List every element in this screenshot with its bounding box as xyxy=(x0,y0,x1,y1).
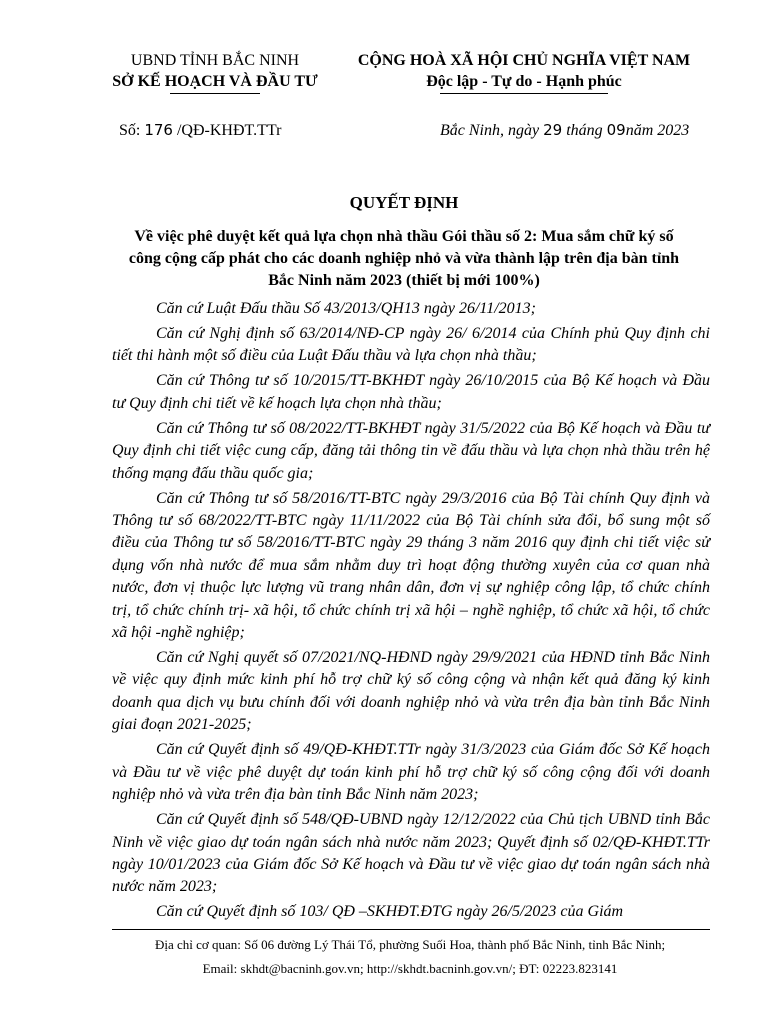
date-middle: tháng xyxy=(562,122,607,139)
document-body xyxy=(112,298,710,926)
docnum-handwritten: 176 xyxy=(144,121,173,139)
legal-basis-paragraph: Căn cứ Thông tư số 08/2022/TT-BKHĐT ngày 31/5/2022 của Bộ Kế hoạch và Đầu tư Quy định chi tiết việc cung cấp, đăng tải thông tin về đấu thầu và lựa chọn nhà thầu trên hệ thống mạng đấu thầu quốc gia; xyxy=(112,419,710,482)
document-title: QUYẾT ĐỊNH xyxy=(349,193,459,212)
legal-basis-paragraph: Căn cứ Quyết định số 103/ QĐ –SKHĐT.ĐTG ngày 26/5/2023 của Giám xyxy=(156,903,624,921)
legal-basis-paragraph: Căn cứ Thông tư số 10/2015/TT-BKHĐT ngày 26/10/2015 của Bộ Kế hoạch và Đầu tư Quy định chi tiết về kế hoạch lựa chọn nhà thầu; xyxy=(112,372,710,412)
motto: Độc lập - Tự do - Hạnh phúc xyxy=(426,73,622,90)
legal-basis-paragraph: Căn cứ Quyết định số 548/QĐ-UBND ngày 12/12/2022 của Chủ tịch UBND tỉnh Bắc Ninh về việc giao dự toán ngân sách nhà nước năm 2023; Quyết định số 02/QĐ-KHĐT.TTr ngày 10/01/2023 của Giám đốc Sở Kế hoạch và Đầu tư về việc giao dự toán ngân sách nhà nước năm 2023; xyxy=(112,811,710,896)
legal-basis-paragraph: Căn cứ Thông tư số 58/2016/TT-BTC ngày 29/3/2016 của Bộ Tài chính Quy định và Thông tư số 68/2022/TT-BTC ngày 11/11/2022 của Bộ Tài chính sửa đổi, bổ sung một số điều của Thông tư số 58/2016/TT-BTC ngày 29 tháng 3 năm 2016 quy định chi tiết việc sử dụng vốn nhà nước để mua sắm nhằm duy trì hoạt động thường xuyên của cơ quan nhà nước, đơn vị thuộc lực lượng vũ trang nhân dân, đơn vị sự nghiệp công lập, tổ chức chính trị, tổ chức chính trị- xã hội, tổ chức chính trị xã hội – nghề nghiệp, tổ chức xã hội, tổ chức xã hội -nghề nghiệp; xyxy=(112,489,710,642)
docnum-suffix: /QĐ-KHĐT.TTr xyxy=(172,122,282,139)
legal-basis-paragraph: Căn cứ Nghị định số 63/2014/NĐ-CP ngày 26/ 6/2014 của Chính phủ Quy định chi tiết thi hành một số điều của Luật Đấu thầu và lựa chọn nhà thầu; xyxy=(112,325,710,365)
docnum-prefix: Số: xyxy=(119,122,145,139)
country-name: CỘNG HOÀ XÃ HỘI CHỦ NGHĨA VIỆT NAM xyxy=(357,52,691,69)
footer-divider xyxy=(112,929,710,930)
date-month: 09 xyxy=(606,121,626,139)
document-date xyxy=(440,121,689,140)
page-footer xyxy=(100,933,720,981)
date-day: 29 xyxy=(543,121,563,139)
authority-department: SỞ KẾ HOẠCH VÀ ĐẦU TƯ xyxy=(112,73,318,90)
motto-underline xyxy=(440,93,608,94)
footer-address: Địa chỉ cơ quan: Số 06 đường Lý Thái Tổ, phường Suối Hoa, thành phố Bắc Ninh, tỉnh Bắc Ninh; xyxy=(154,937,666,952)
document-number xyxy=(119,121,281,140)
legal-basis-paragraph: Căn cứ Luật Đấu thầu Số 43/2013/QH13 ngày 26/11/2013; xyxy=(156,300,536,317)
legal-basis-paragraph: Căn cứ Quyết định số 49/QĐ-KHĐT.TTr ngày 31/3/2023 của Giám đốc Sở Kế hoạch và Đầu tư về việc phê duyệt dự toán kinh phí hỗ trợ chữ ký số công cộng đối với doanh nghiệp nhỏ và vừa trên địa bàn tỉnh Bắc Ninh năm 2023; xyxy=(112,741,710,804)
document-subject: Về việc phê duyệt kết quả lựa chọn nhà thầu Gói thầu số 2: Mua sắm chữ ký số công cộng cấp phát cho các doanh nghiệp nhỏ và vừa thành lập trên địa bàn tỉnh Bắc Ninh năm 2023 (thiết bị mới 100%) xyxy=(128,228,680,289)
date-suffix: năm 2023 xyxy=(625,122,690,139)
authority-province: UBND TỈNH BẮC NINH xyxy=(130,52,300,69)
national-motto xyxy=(340,50,708,94)
issuing-authority xyxy=(96,50,334,94)
footer-contact: Email: skhdt@bacninh.gov.vn; http://skhdt.bacninh.gov.vn/; ĐT: 02223.823141 xyxy=(202,961,618,976)
legal-basis-paragraph: Căn cứ Nghị quyết số 07/2021/NQ-HĐND ngày 29/9/2021 của HĐND tỉnh Bắc Ninh về việc quy định mức kinh phí hỗ trợ chữ ký số công cộng và nhận kết quả đăng ký kinh doanh qua dịch vụ bưu chính đối với doanh nghiệp nhỏ và vừa trên địa bàn tỉnh Bắc Ninh giai đoạn 2021-2025; xyxy=(112,649,710,734)
authority-underline xyxy=(170,93,260,94)
date-prefix: Bắc Ninh, ngày xyxy=(440,122,544,139)
